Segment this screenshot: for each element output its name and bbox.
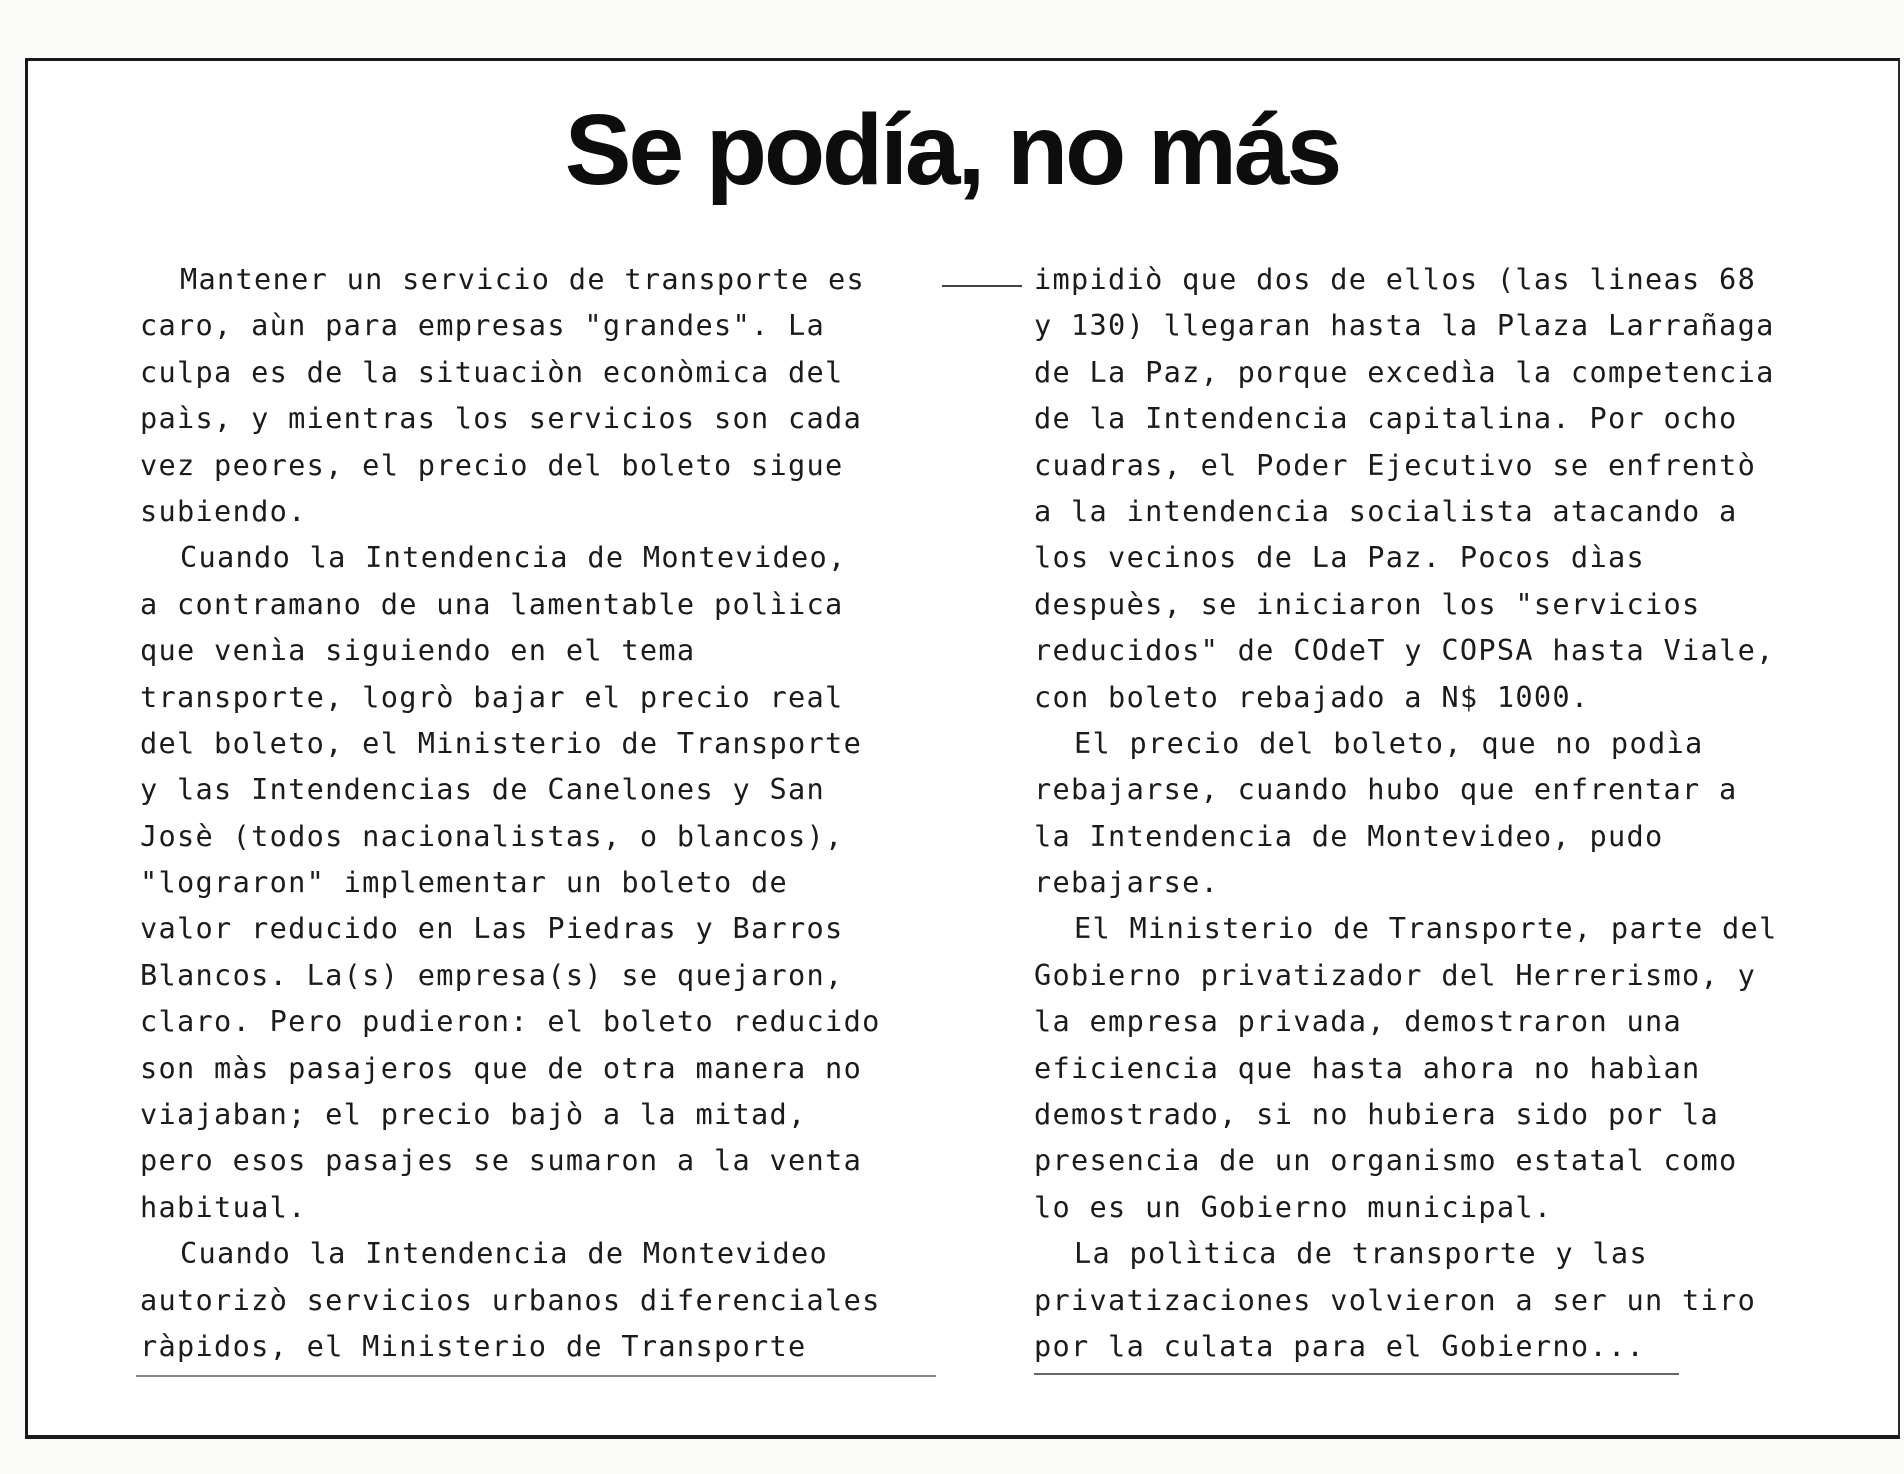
text-line: la empresa privada, demostraron una	[1034, 1004, 1683, 1039]
text-line: a contramano de una lamentable polìica	[140, 586, 844, 621]
text-line: "lograron" implementar un boleto de	[140, 865, 789, 900]
text-line: ràpidos, el Ministerio de Transporte	[140, 1328, 807, 1363]
paragraph-3	[1034, 905, 1854, 1230]
text-line: cuadras, el Poder Ejecutivo se enfrentò	[1034, 447, 1757, 482]
text-line: rebajarse, cuando hubo que enfrentar a	[1034, 772, 1738, 807]
text-line: impidiò que dos de ellos (las lineas 68	[1034, 262, 1757, 296]
text-line: despuès, se iniciaron los "servicios	[1034, 586, 1701, 621]
text-line: claro. Pero pudieron: el boleto reducido	[140, 1004, 881, 1039]
text-line: Blancos. La(s) empresa(s) se quejaron,	[140, 957, 844, 992]
text-line: y las Intendencias de Canelones y San	[140, 772, 826, 807]
text-line: del boleto, el Ministerio de Transporte	[140, 725, 863, 760]
text-line: a la intendencia socialista atacando a	[1034, 493, 1738, 528]
text-line: eficiencia que hasta ahora no habìan	[1034, 1050, 1701, 1085]
text-line: presencia de un organismo estatal como	[1034, 1143, 1738, 1178]
text-line: caro, aùn para empresas "grandes". La	[140, 308, 826, 343]
text-line: con boleto rebajado a N$ 1000.	[1034, 679, 1590, 714]
text-line: autorizò servicios urbanos diferenciales	[140, 1282, 881, 1317]
text-line: viajaban; el precio bajò a la mitad,	[140, 1097, 807, 1132]
text-line: lo es un Gobierno municipal.	[1034, 1189, 1553, 1224]
text-line: El precio del boleto, que no podìa	[1074, 725, 1704, 760]
text-line: habitual.	[140, 1189, 307, 1224]
text-line: rebajarse.	[1034, 865, 1220, 900]
paragraph-1	[140, 256, 960, 534]
text-line: vez peores, el precio del boleto sigue	[140, 447, 844, 482]
right-column	[1034, 256, 1854, 1369]
paragraph-4	[1034, 1230, 1854, 1369]
text-line: por la culata para el Gobierno...	[1034, 1328, 1645, 1363]
text-line: pero esos pasajes se sumaron a la venta	[140, 1143, 863, 1178]
text-line: Cuando la Intendencia de Montevideo	[180, 1236, 829, 1271]
text-line: y 130) llegaran hasta la Plaza Larrañaga	[1034, 308, 1775, 343]
bottom-rule-right	[1034, 1373, 1679, 1375]
text-line: de La Paz, porque excedìa la competencia	[1034, 354, 1775, 389]
text-line: El Ministerio de Transporte, parte del	[1074, 911, 1778, 946]
text-line: paìs, y mientras los servicios son cada	[140, 401, 863, 436]
paragraph-3	[140, 1230, 960, 1369]
text-line: Gobierno privatizador del Herrerismo, y	[1034, 957, 1757, 992]
text-line: son màs pasajeros que de otra manera no	[140, 1050, 863, 1085]
headline: Se podía, no más	[564, 94, 1340, 206]
left-column	[140, 256, 960, 1369]
text-line: Mantener un servicio de transporte es	[180, 262, 866, 296]
text-line: de la Intendencia capitalina. Por ocho	[1034, 401, 1738, 436]
text-line: Cuando la Intendencia de Montevideo,	[180, 540, 847, 575]
text-line: valor reducido en Las Piedras y Barros	[140, 911, 844, 946]
text-line: subiendo.	[140, 493, 307, 528]
text-line: La polìtica de transporte y las	[1074, 1236, 1648, 1271]
text-line: la Intendencia de Montevideo, pudo	[1034, 818, 1664, 853]
paragraph-1	[1034, 256, 1854, 720]
paragraph-2	[140, 534, 960, 1230]
text-line: que venìa siguiendo en el tema	[140, 633, 696, 668]
text-line: los vecinos de La Paz. Pocos dìas	[1034, 540, 1645, 575]
text-line: transporte, logrò bajar el precio real	[140, 679, 844, 714]
bottom-rule-left	[136, 1375, 936, 1377]
paragraph-2	[1034, 720, 1854, 906]
text-line: privatizaciones volvieron a ser un tiro	[1034, 1282, 1757, 1317]
text-line: Josè (todos nacionalistas, o blancos),	[140, 818, 844, 853]
text-line: demostrado, si no hubiera sido por la	[1034, 1097, 1720, 1132]
text-line: culpa es de la situaciòn econòmica del	[140, 354, 844, 389]
text-line: reducidos" de COdeT y COPSA hasta Viale,	[1034, 633, 1775, 668]
